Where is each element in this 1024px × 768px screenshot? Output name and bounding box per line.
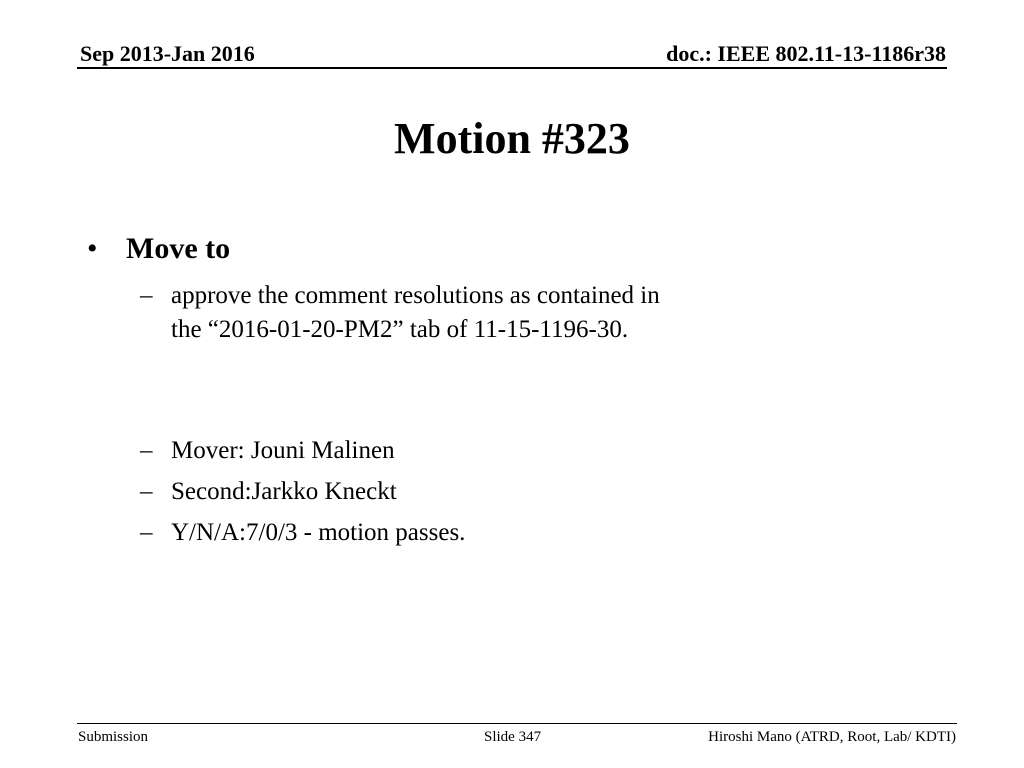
mover-text: Mover: Jouni Malinen <box>171 437 395 464</box>
resolution-text-line2: the “2016-01-20-PM2” tab of 11-15-1196-30. <box>171 316 629 343</box>
dash-marker-vote: – <box>140 519 153 546</box>
second-text: Second:Jarkko Kneckt <box>171 478 397 505</box>
dash-marker-mover: – <box>140 437 153 464</box>
header-date-range: Sep 2013-Jan 2016 <box>80 41 255 66</box>
footer-submission: Submission <box>78 729 149 745</box>
bullet-move-to: Move to <box>126 232 231 265</box>
dash-marker-second: – <box>140 478 153 505</box>
slide-title: Motion #323 <box>394 114 630 163</box>
header-doc-id: doc.: IEEE 802.11-13-1186r38 <box>666 41 946 66</box>
footer-author: Hiroshi Mano (ATRD, Root, Lab/ KDTI) <box>708 729 956 745</box>
dash-marker-resolution: – <box>140 282 153 309</box>
footer-divider <box>77 723 957 724</box>
header-divider <box>77 67 947 69</box>
vote-result-text: Y/N/A:7/0/3 - motion passes. <box>171 519 466 546</box>
footer-slide-number: Slide 347 <box>484 729 542 745</box>
bullet-marker: • <box>87 232 98 265</box>
resolution-text-line1: approve the comment resolutions as contained in <box>171 282 660 309</box>
